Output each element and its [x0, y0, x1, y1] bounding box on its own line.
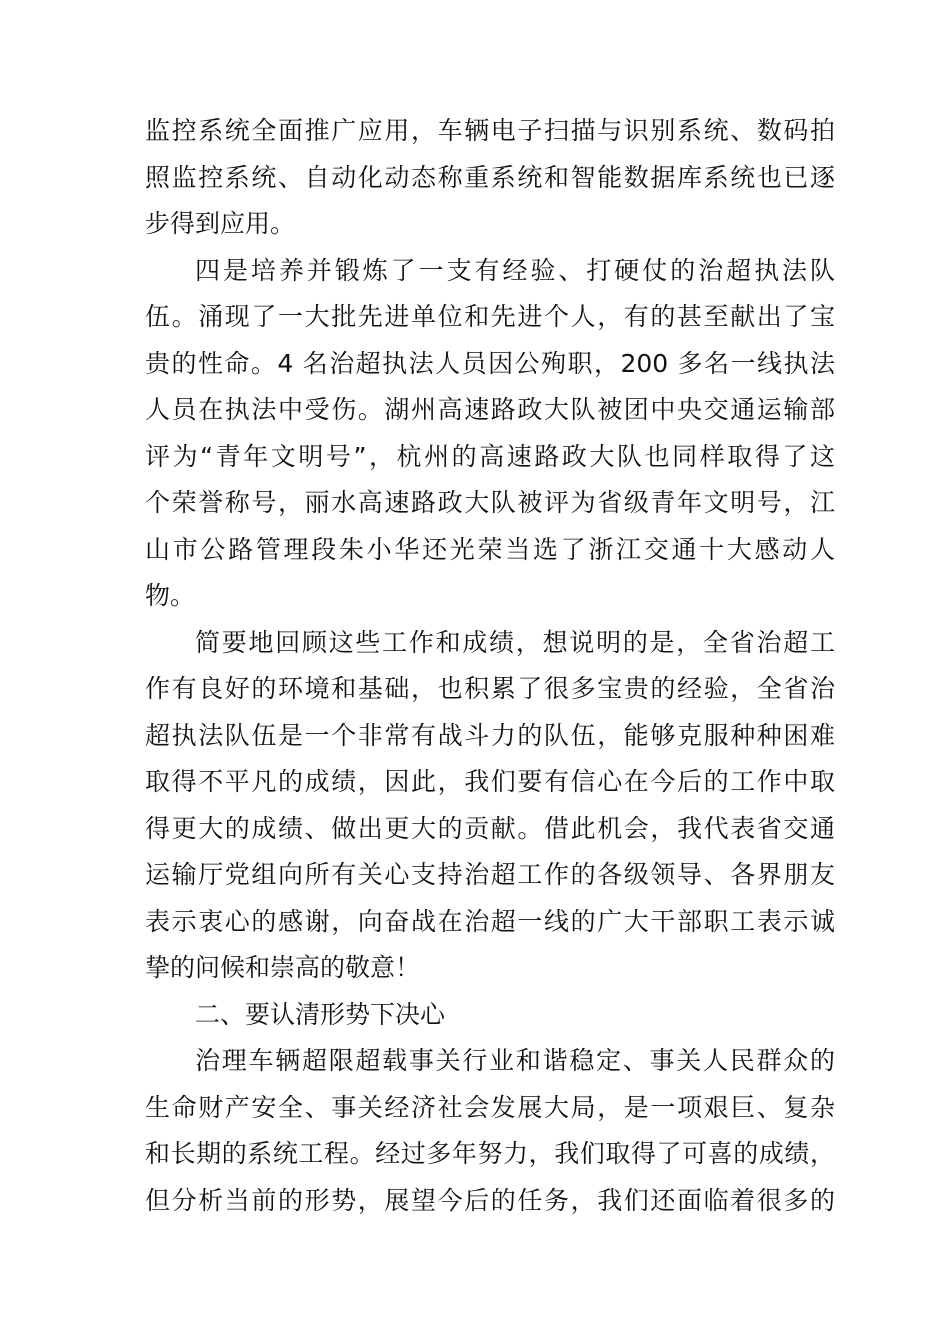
paragraph-first-line: 四是培养并锻炼了一支有经验、打硬仗的治超执法队 [195, 255, 835, 285]
paragraph-first-line: 治理车辆超限超载事关行业和谐稳定、事关人民群众的 [195, 1046, 835, 1075]
section-heading: 二、要认清形势下决心 [195, 999, 446, 1029]
text-line: 得更大的成绩、做出更大的贡献。借此机会，我代表省交通 [145, 813, 835, 843]
text-line: 个荣誉称号，丽水高速路政大队被评为省级青年文明号，江 [145, 488, 835, 517]
text-line: 但分析当前的形势，展望今后的任务，我们还面临着很多的 [145, 1185, 835, 1215]
text-line: 物。 [145, 581, 196, 610]
text-line: 运输厅党组向所有关心支持治超工作的各级领导、各界朋友 [145, 860, 835, 889]
text-line: 取得不平凡的成绩，因此，我们要有信心在今后的工作中取 [145, 767, 835, 796]
text-line: 生命财产安全、事关经济社会发展大局，是一项艰巨、复杂 [145, 1092, 835, 1122]
body-text [145, 108, 835, 1224]
paragraph-first-line: 简要地回顾这些工作和成绩，想说明的是，全省治超工 [195, 627, 835, 657]
text-line: 挚的问候和崇高的敬意！ [145, 953, 421, 982]
text-line: 评为“青年文明号”，杭州的高速路政大队也同样取得了这 [145, 441, 835, 471]
text-line: 表示衷心的感谢，向奋战在治超一线的广大干部职工表示诚 [145, 906, 835, 936]
text-line: 山市公路管理段朱小华还光荣当选了浙江交通十大感动人 [145, 534, 835, 564]
text-line: 监控系统全面推广应用，车辆电子扫描与识别系统、数码拍 [145, 116, 835, 145]
text-line: 人员在执法中受伤。湖州高速路政大队被团中央交通运输部 [145, 395, 835, 424]
text-line: 步得到应用。 [145, 209, 296, 238]
text-line: 作有良好的环境和基础，也积累了很多宝贵的经验，全省治 [145, 674, 835, 703]
text-line: 超执法队伍是一个非常有战斗力的队伍，能够克服种种困难 [145, 720, 835, 750]
text-line: 和长期的系统工程。经过多年努力，我们取得了可喜的成绩， [145, 1139, 835, 1168]
text-line: 照监控系统、自动化动态称重系统和智能数据库系统也已逐 [145, 162, 835, 192]
text-line: 伍。涌现了一大批先进单位和先进个人，有的甚至献出了宝 [145, 302, 835, 331]
text-line: 贵的性命。4 名治超执法人员因公殉职，200 多名一线执法 [145, 348, 835, 378]
